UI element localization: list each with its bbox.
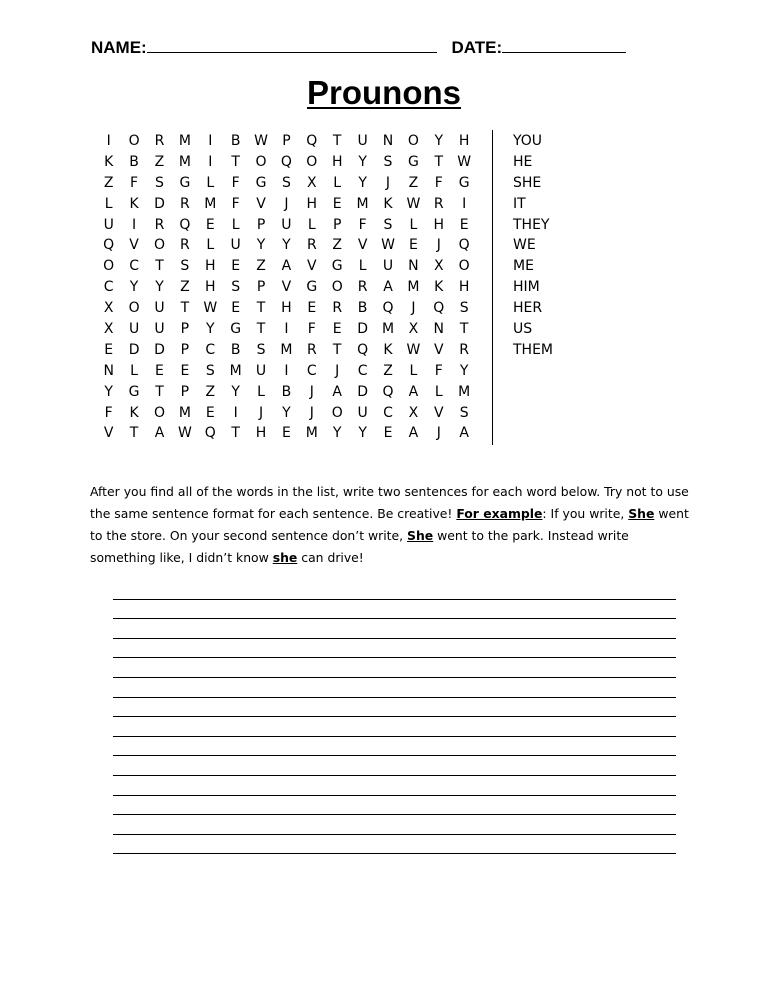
- grid-letter[interactable]: R: [459, 341, 470, 358]
- grid-letter[interactable]: L: [206, 174, 215, 191]
- name-label: NAME:: [91, 38, 147, 57]
- grid-letter[interactable]: Z: [256, 258, 266, 275]
- grid-letter[interactable]: Y: [282, 404, 291, 421]
- grid-letter[interactable]: K: [129, 195, 139, 212]
- grid-letter[interactable]: Q: [280, 153, 292, 170]
- grid-letter[interactable]: I: [208, 153, 213, 170]
- grid-letter[interactable]: K: [383, 341, 393, 358]
- grid-letter[interactable]: Y: [256, 237, 266, 254]
- grid-letter[interactable]: I: [284, 362, 289, 379]
- grid-letter[interactable]: J: [309, 383, 314, 400]
- example-label: For example: [456, 506, 543, 521]
- grid-letter[interactable]: G: [128, 383, 140, 400]
- word-list-item: YOU: [513, 133, 543, 149]
- writing-line[interactable]: [113, 678, 676, 698]
- grid-letter[interactable]: G: [179, 174, 191, 191]
- grid-letter[interactable]: J: [335, 362, 340, 379]
- grid-letter[interactable]: A: [408, 383, 419, 400]
- grid-letter[interactable]: M: [204, 195, 217, 212]
- grid-letter[interactable]: T: [155, 258, 164, 275]
- grid-row: [96, 340, 477, 361]
- grid-letter[interactable]: R: [306, 237, 317, 254]
- grid-row: [96, 256, 477, 277]
- grid-letter[interactable]: Q: [179, 216, 191, 233]
- grid-letter[interactable]: F: [307, 321, 316, 338]
- grid-letter[interactable]: F: [104, 404, 113, 421]
- grid-letter[interactable]: K: [434, 279, 444, 296]
- grid-letter[interactable]: G: [230, 321, 242, 338]
- grid-letter[interactable]: C: [306, 362, 317, 379]
- word-search-grid: [96, 131, 477, 444]
- grid-letter[interactable]: R: [180, 195, 190, 212]
- grid-letter[interactable]: W: [406, 195, 421, 212]
- grid-letter[interactable]: Z: [383, 362, 393, 379]
- grid-letter[interactable]: C: [103, 279, 114, 296]
- grid-letter[interactable]: T: [332, 133, 342, 149]
- grid-letter[interactable]: M: [229, 362, 242, 379]
- grid-row: [96, 215, 477, 236]
- grid-letter[interactable]: A: [332, 383, 342, 400]
- grid-letter[interactable]: C: [357, 362, 368, 379]
- instructions-text: can drive!: [297, 550, 364, 565]
- grid-letter[interactable]: L: [358, 258, 367, 275]
- grid-letter[interactable]: J: [436, 237, 441, 254]
- grid-letter[interactable]: E: [408, 237, 418, 254]
- grid-letter[interactable]: K: [104, 153, 114, 170]
- grid-letter[interactable]: Q: [204, 425, 216, 442]
- grid-letter[interactable]: T: [459, 321, 469, 338]
- grid-letter[interactable]: B: [281, 383, 292, 400]
- grid-letter[interactable]: Y: [358, 425, 367, 442]
- grid-letter[interactable]: D: [357, 321, 368, 338]
- example-word: She: [628, 506, 655, 521]
- grid-letter[interactable]: M: [356, 195, 369, 212]
- grid-letter[interactable]: S: [383, 153, 393, 170]
- grid-letter[interactable]: O: [128, 133, 140, 149]
- writing-line[interactable]: [113, 835, 676, 855]
- grid-letter[interactable]: E: [332, 321, 342, 338]
- grid-letter[interactable]: G: [306, 279, 318, 296]
- grid-letter[interactable]: Q: [306, 133, 318, 149]
- grid-letter[interactable]: R: [433, 195, 444, 212]
- grid-letter[interactable]: S: [256, 341, 266, 358]
- grid-letter[interactable]: O: [128, 300, 140, 317]
- grid-letter[interactable]: X: [307, 174, 317, 191]
- grid-letter[interactable]: Y: [358, 174, 367, 191]
- grid-letter[interactable]: M: [178, 133, 191, 149]
- grid-letter[interactable]: V: [129, 237, 139, 254]
- grid-letter[interactable]: H: [458, 279, 470, 296]
- grid-letter[interactable]: L: [231, 216, 240, 233]
- grid-letter[interactable]: Z: [103, 174, 114, 191]
- grid-letter[interactable]: E: [104, 341, 114, 358]
- grid-letter[interactable]: Q: [458, 237, 470, 254]
- grid-letter[interactable]: V: [433, 341, 444, 358]
- writing-line[interactable]: [113, 717, 676, 737]
- grid-letter[interactable]: D: [357, 383, 368, 400]
- grid-letter[interactable]: F: [434, 174, 443, 191]
- grid-letter[interactable]: T: [129, 425, 139, 442]
- grid-letter[interactable]: Y: [358, 153, 367, 170]
- grid-letter[interactable]: R: [306, 341, 317, 358]
- example-word: she: [272, 550, 298, 565]
- grid-row: [96, 361, 477, 382]
- grid-row: [96, 131, 477, 152]
- grid-letter[interactable]: Z: [332, 237, 342, 254]
- grid-row: [96, 298, 477, 319]
- grid-letter[interactable]: E: [231, 258, 241, 275]
- grid-letter[interactable]: U: [230, 237, 241, 254]
- grid-letter[interactable]: D: [128, 341, 140, 358]
- grid-letter[interactable]: Y: [205, 321, 215, 338]
- grid-letter[interactable]: Z: [408, 174, 419, 191]
- grid-letter[interactable]: Z: [205, 383, 216, 400]
- grid-letter[interactable]: E: [383, 425, 393, 442]
- word-list: [513, 131, 553, 361]
- grid-letter[interactable]: E: [332, 195, 342, 212]
- grid-letter[interactable]: U: [357, 404, 368, 421]
- grid-letter[interactable]: L: [104, 195, 113, 212]
- grid-letter[interactable]: P: [180, 341, 190, 358]
- grid-letter[interactable]: O: [153, 404, 165, 421]
- grid-letter[interactable]: C: [205, 341, 216, 358]
- grid-letter[interactable]: M: [305, 425, 318, 442]
- grid-letter[interactable]: H: [433, 216, 445, 233]
- grid-letter[interactable]: Y: [332, 425, 342, 442]
- grid-letter[interactable]: Z: [180, 279, 190, 296]
- grid-letter[interactable]: O: [103, 258, 115, 275]
- grid-letter[interactable]: J: [436, 425, 441, 442]
- grid-letter[interactable]: Q: [382, 300, 394, 317]
- grid-letter[interactable]: Y: [434, 133, 444, 149]
- grid-row: [96, 403, 477, 424]
- grid-letter[interactable]: D: [154, 341, 165, 358]
- grid-letter[interactable]: K: [383, 195, 393, 212]
- instructions: [90, 481, 690, 569]
- word-list-item: WE: [513, 237, 536, 254]
- grid-letter[interactable]: E: [155, 362, 164, 379]
- grid-row: [96, 152, 477, 173]
- instructions-text: went to the store. On your second sentence don’t write,: [90, 506, 689, 543]
- grid-letter[interactable]: T: [231, 153, 240, 170]
- grid-letter[interactable]: I: [132, 216, 137, 233]
- grid-letter[interactable]: U: [357, 133, 368, 149]
- grid-letter[interactable]: B: [357, 300, 368, 317]
- grid-letter[interactable]: O: [331, 404, 343, 421]
- grid-letter[interactable]: H: [306, 195, 318, 212]
- grid-letter[interactable]: M: [178, 153, 191, 170]
- grid-letter[interactable]: H: [204, 258, 216, 275]
- grid-letter[interactable]: I: [106, 133, 111, 149]
- grid-letter[interactable]: J: [385, 174, 391, 191]
- grid-letter[interactable]: V: [256, 195, 266, 212]
- grid-letter[interactable]: Y: [129, 279, 139, 296]
- grid-letter[interactable]: J: [411, 300, 416, 317]
- grid-letter[interactable]: V: [281, 279, 292, 296]
- grid-letter[interactable]: X: [103, 300, 114, 317]
- grid-letter[interactable]: U: [154, 300, 165, 317]
- writing-line[interactable]: [113, 639, 676, 659]
- grid-letter[interactable]: R: [180, 237, 190, 254]
- date-field[interactable]: [502, 38, 626, 53]
- grid-letter[interactable]: A: [408, 425, 419, 442]
- grid-letter[interactable]: R: [154, 216, 165, 233]
- grid-letter[interactable]: C: [383, 404, 393, 421]
- grid-letter[interactable]: E: [307, 300, 317, 317]
- grid-letter[interactable]: Y: [282, 237, 291, 254]
- grid-letter[interactable]: P: [180, 321, 190, 338]
- header: [91, 38, 626, 58]
- grid-letter[interactable]: F: [358, 216, 367, 233]
- word-list-item: THEY: [513, 216, 550, 233]
- grid-letter[interactable]: M: [458, 383, 471, 400]
- grid-letter[interactable]: G: [407, 153, 419, 170]
- grid-letter[interactable]: R: [154, 133, 165, 149]
- grid-letter[interactable]: L: [307, 216, 316, 233]
- grid-letter[interactable]: U: [154, 321, 165, 338]
- grid-letter[interactable]: W: [406, 341, 421, 358]
- grid-letter[interactable]: L: [409, 216, 418, 233]
- grid-letter[interactable]: L: [206, 237, 215, 254]
- instructions-text: went to the park. Instead write something like, I didn’t know: [90, 528, 629, 565]
- word-list-item: ME: [513, 258, 534, 275]
- word-list-item: HER: [513, 300, 543, 317]
- writing-line[interactable]: [113, 658, 676, 678]
- word-list-item: HE: [513, 153, 533, 170]
- grid-letter[interactable]: C: [129, 258, 139, 275]
- grid-letter[interactable]: A: [383, 279, 393, 296]
- grid-letter[interactable]: X: [433, 258, 444, 275]
- grid-letter[interactable]: N: [103, 362, 114, 379]
- grid-letter[interactable]: S: [155, 174, 164, 191]
- writing-line[interactable]: [113, 619, 676, 639]
- grid-letter[interactable]: N: [408, 258, 419, 275]
- grid-letter[interactable]: M: [280, 341, 293, 358]
- grid-letter[interactable]: Q: [382, 383, 394, 400]
- word-list-item: HIM: [513, 279, 540, 296]
- grid-row: [96, 277, 477, 298]
- grid-letter[interactable]: S: [459, 300, 469, 317]
- grid-letter[interactable]: L: [409, 362, 418, 379]
- grid-letter[interactable]: O: [306, 153, 318, 170]
- writing-line[interactable]: [113, 756, 676, 776]
- grid-row: [96, 194, 477, 215]
- grid-letter[interactable]: Y: [104, 383, 113, 400]
- grid-letter[interactable]: E: [282, 425, 291, 442]
- grid-row: [96, 235, 477, 256]
- grid-letter[interactable]: Y: [155, 279, 164, 296]
- grid-letter[interactable]: T: [231, 425, 240, 442]
- writing-line[interactable]: [113, 796, 676, 816]
- grid-letter[interactable]: W: [203, 300, 218, 317]
- grid-letter[interactable]: I: [284, 321, 289, 338]
- grid-letter[interactable]: A: [281, 258, 292, 275]
- grid-letter[interactable]: S: [180, 258, 190, 275]
- grid-letter[interactable]: D: [154, 195, 165, 212]
- grid-letter[interactable]: S: [281, 174, 291, 191]
- divider: [492, 130, 493, 445]
- grid-letter[interactable]: T: [256, 321, 266, 338]
- grid-letter[interactable]: W: [254, 133, 268, 149]
- writing-line[interactable]: [113, 776, 676, 796]
- grid-letter[interactable]: T: [332, 341, 342, 358]
- grid-letter[interactable]: N: [433, 321, 445, 338]
- grid-letter[interactable]: V: [103, 425, 114, 442]
- grid-letter[interactable]: F: [130, 174, 139, 191]
- grid-letter[interactable]: H: [281, 300, 292, 317]
- grid-letter[interactable]: H: [255, 425, 267, 442]
- grid-letter[interactable]: P: [282, 133, 291, 149]
- grid-letter[interactable]: E: [231, 300, 241, 317]
- grid-letter[interactable]: U: [382, 258, 394, 275]
- grid-letter[interactable]: O: [458, 258, 470, 275]
- grid-letter[interactable]: E: [205, 404, 215, 421]
- writing-line[interactable]: [113, 737, 676, 757]
- grid-letter[interactable]: I: [462, 195, 467, 212]
- grid-letter[interactable]: W: [381, 237, 395, 254]
- grid-letter[interactable]: V: [433, 404, 444, 421]
- grid-letter[interactable]: T: [434, 153, 444, 170]
- grid-letter[interactable]: F: [231, 174, 240, 191]
- grid-letter[interactable]: P: [256, 216, 266, 233]
- grid-letter[interactable]: P: [256, 279, 266, 296]
- grid-letter[interactable]: I: [208, 133, 213, 149]
- grid-letter[interactable]: B: [129, 153, 139, 170]
- grid-letter[interactable]: G: [458, 174, 470, 191]
- grid-letter[interactable]: N: [382, 133, 394, 149]
- grid-letter[interactable]: Y: [231, 383, 240, 400]
- grid-letter[interactable]: H: [204, 279, 216, 296]
- grid-letter[interactable]: L: [257, 383, 265, 400]
- grid-letter[interactable]: K: [129, 404, 139, 421]
- word-list-item: IT: [513, 195, 526, 212]
- grid-letter[interactable]: P: [180, 383, 190, 400]
- grid-letter[interactable]: M: [178, 404, 191, 421]
- grid-letter[interactable]: F: [231, 195, 240, 212]
- grid-letter[interactable]: O: [407, 133, 419, 149]
- grid-letter[interactable]: E: [180, 362, 190, 379]
- grid-letter[interactable]: T: [180, 300, 190, 317]
- grid-letter[interactable]: O: [331, 279, 343, 296]
- grid-letter[interactable]: S: [205, 362, 215, 379]
- grid-letter[interactable]: O: [255, 153, 267, 170]
- grid-letter[interactable]: R: [332, 300, 343, 317]
- word-list-item: THEM: [513, 341, 554, 358]
- grid-letter[interactable]: H: [458, 133, 470, 149]
- grid-letter[interactable]: Y: [459, 362, 469, 379]
- writing-lines: [113, 580, 676, 854]
- grid-letter[interactable]: G: [255, 174, 267, 191]
- grid-letter[interactable]: J: [309, 404, 314, 421]
- example-word: She: [407, 528, 434, 543]
- grid-letter[interactable]: R: [357, 279, 368, 296]
- word-list-item: SHE: [513, 174, 542, 191]
- grid-row: [96, 319, 477, 340]
- grid-letter[interactable]: T: [155, 383, 164, 400]
- grid-letter[interactable]: G: [331, 258, 343, 275]
- grid-row: [96, 423, 477, 444]
- grid-letter[interactable]: F: [434, 362, 443, 379]
- writing-line[interactable]: [113, 698, 676, 718]
- grid-letter[interactable]: J: [258, 404, 264, 421]
- grid-letter[interactable]: S: [231, 279, 241, 296]
- writing-line[interactable]: [113, 580, 676, 600]
- grid-letter[interactable]: Q: [103, 237, 115, 254]
- grid-letter[interactable]: I: [233, 404, 238, 421]
- grid-letter[interactable]: X: [103, 321, 114, 338]
- grid-letter[interactable]: V: [307, 258, 317, 275]
- grid-letter[interactable]: U: [103, 216, 114, 233]
- grid-letter[interactable]: U: [255, 362, 267, 379]
- grid-row: [96, 382, 477, 403]
- grid-letter[interactable]: B: [230, 133, 241, 149]
- grid-letter[interactable]: O: [153, 237, 165, 254]
- grid-letter[interactable]: W: [457, 153, 472, 170]
- grid-letter[interactable]: S: [459, 404, 469, 421]
- grid-letter[interactable]: Z: [154, 153, 165, 170]
- grid-letter[interactable]: M: [407, 279, 420, 296]
- grid-letter[interactable]: J: [284, 195, 289, 212]
- grid-letter[interactable]: S: [383, 216, 393, 233]
- writing-line[interactable]: [113, 815, 676, 835]
- grid-letter[interactable]: P: [332, 216, 342, 233]
- grid-letter[interactable]: T: [256, 300, 266, 317]
- instructions-text: After you find all of the words in the list, write two sentences for each word below. Try not to use the same sentence format for each sentence. Be creative!: [90, 484, 689, 521]
- grid-letter[interactable]: B: [230, 341, 241, 358]
- page-title: Prounons: [307, 74, 461, 111]
- grid-letter[interactable]: L: [130, 362, 138, 379]
- grid-row: [96, 173, 477, 194]
- grid-letter[interactable]: A: [154, 425, 165, 442]
- grid-letter[interactable]: H: [331, 153, 343, 170]
- date-label: DATE:: [451, 38, 503, 57]
- grid-letter[interactable]: A: [459, 425, 469, 442]
- grid-letter[interactable]: Q: [357, 341, 369, 358]
- grid-letter[interactable]: W: [177, 425, 192, 442]
- grid-letter[interactable]: L: [333, 174, 342, 191]
- writing-line[interactable]: [113, 600, 676, 620]
- grid-letter[interactable]: X: [408, 321, 419, 338]
- grid-letter[interactable]: M: [381, 321, 395, 338]
- grid-letter[interactable]: E: [459, 216, 469, 233]
- grid-letter[interactable]: L: [434, 383, 443, 400]
- grid-letter[interactable]: E: [205, 216, 215, 233]
- grid-letter[interactable]: X: [408, 404, 419, 421]
- grid-letter[interactable]: V: [357, 237, 368, 254]
- grid-letter[interactable]: Q: [433, 300, 445, 317]
- grid-letter[interactable]: U: [281, 216, 292, 233]
- word-list-item: US: [513, 321, 533, 338]
- grid-letter[interactable]: U: [128, 321, 140, 338]
- instructions-text: : If you write,: [542, 506, 629, 521]
- name-field[interactable]: [147, 38, 437, 53]
